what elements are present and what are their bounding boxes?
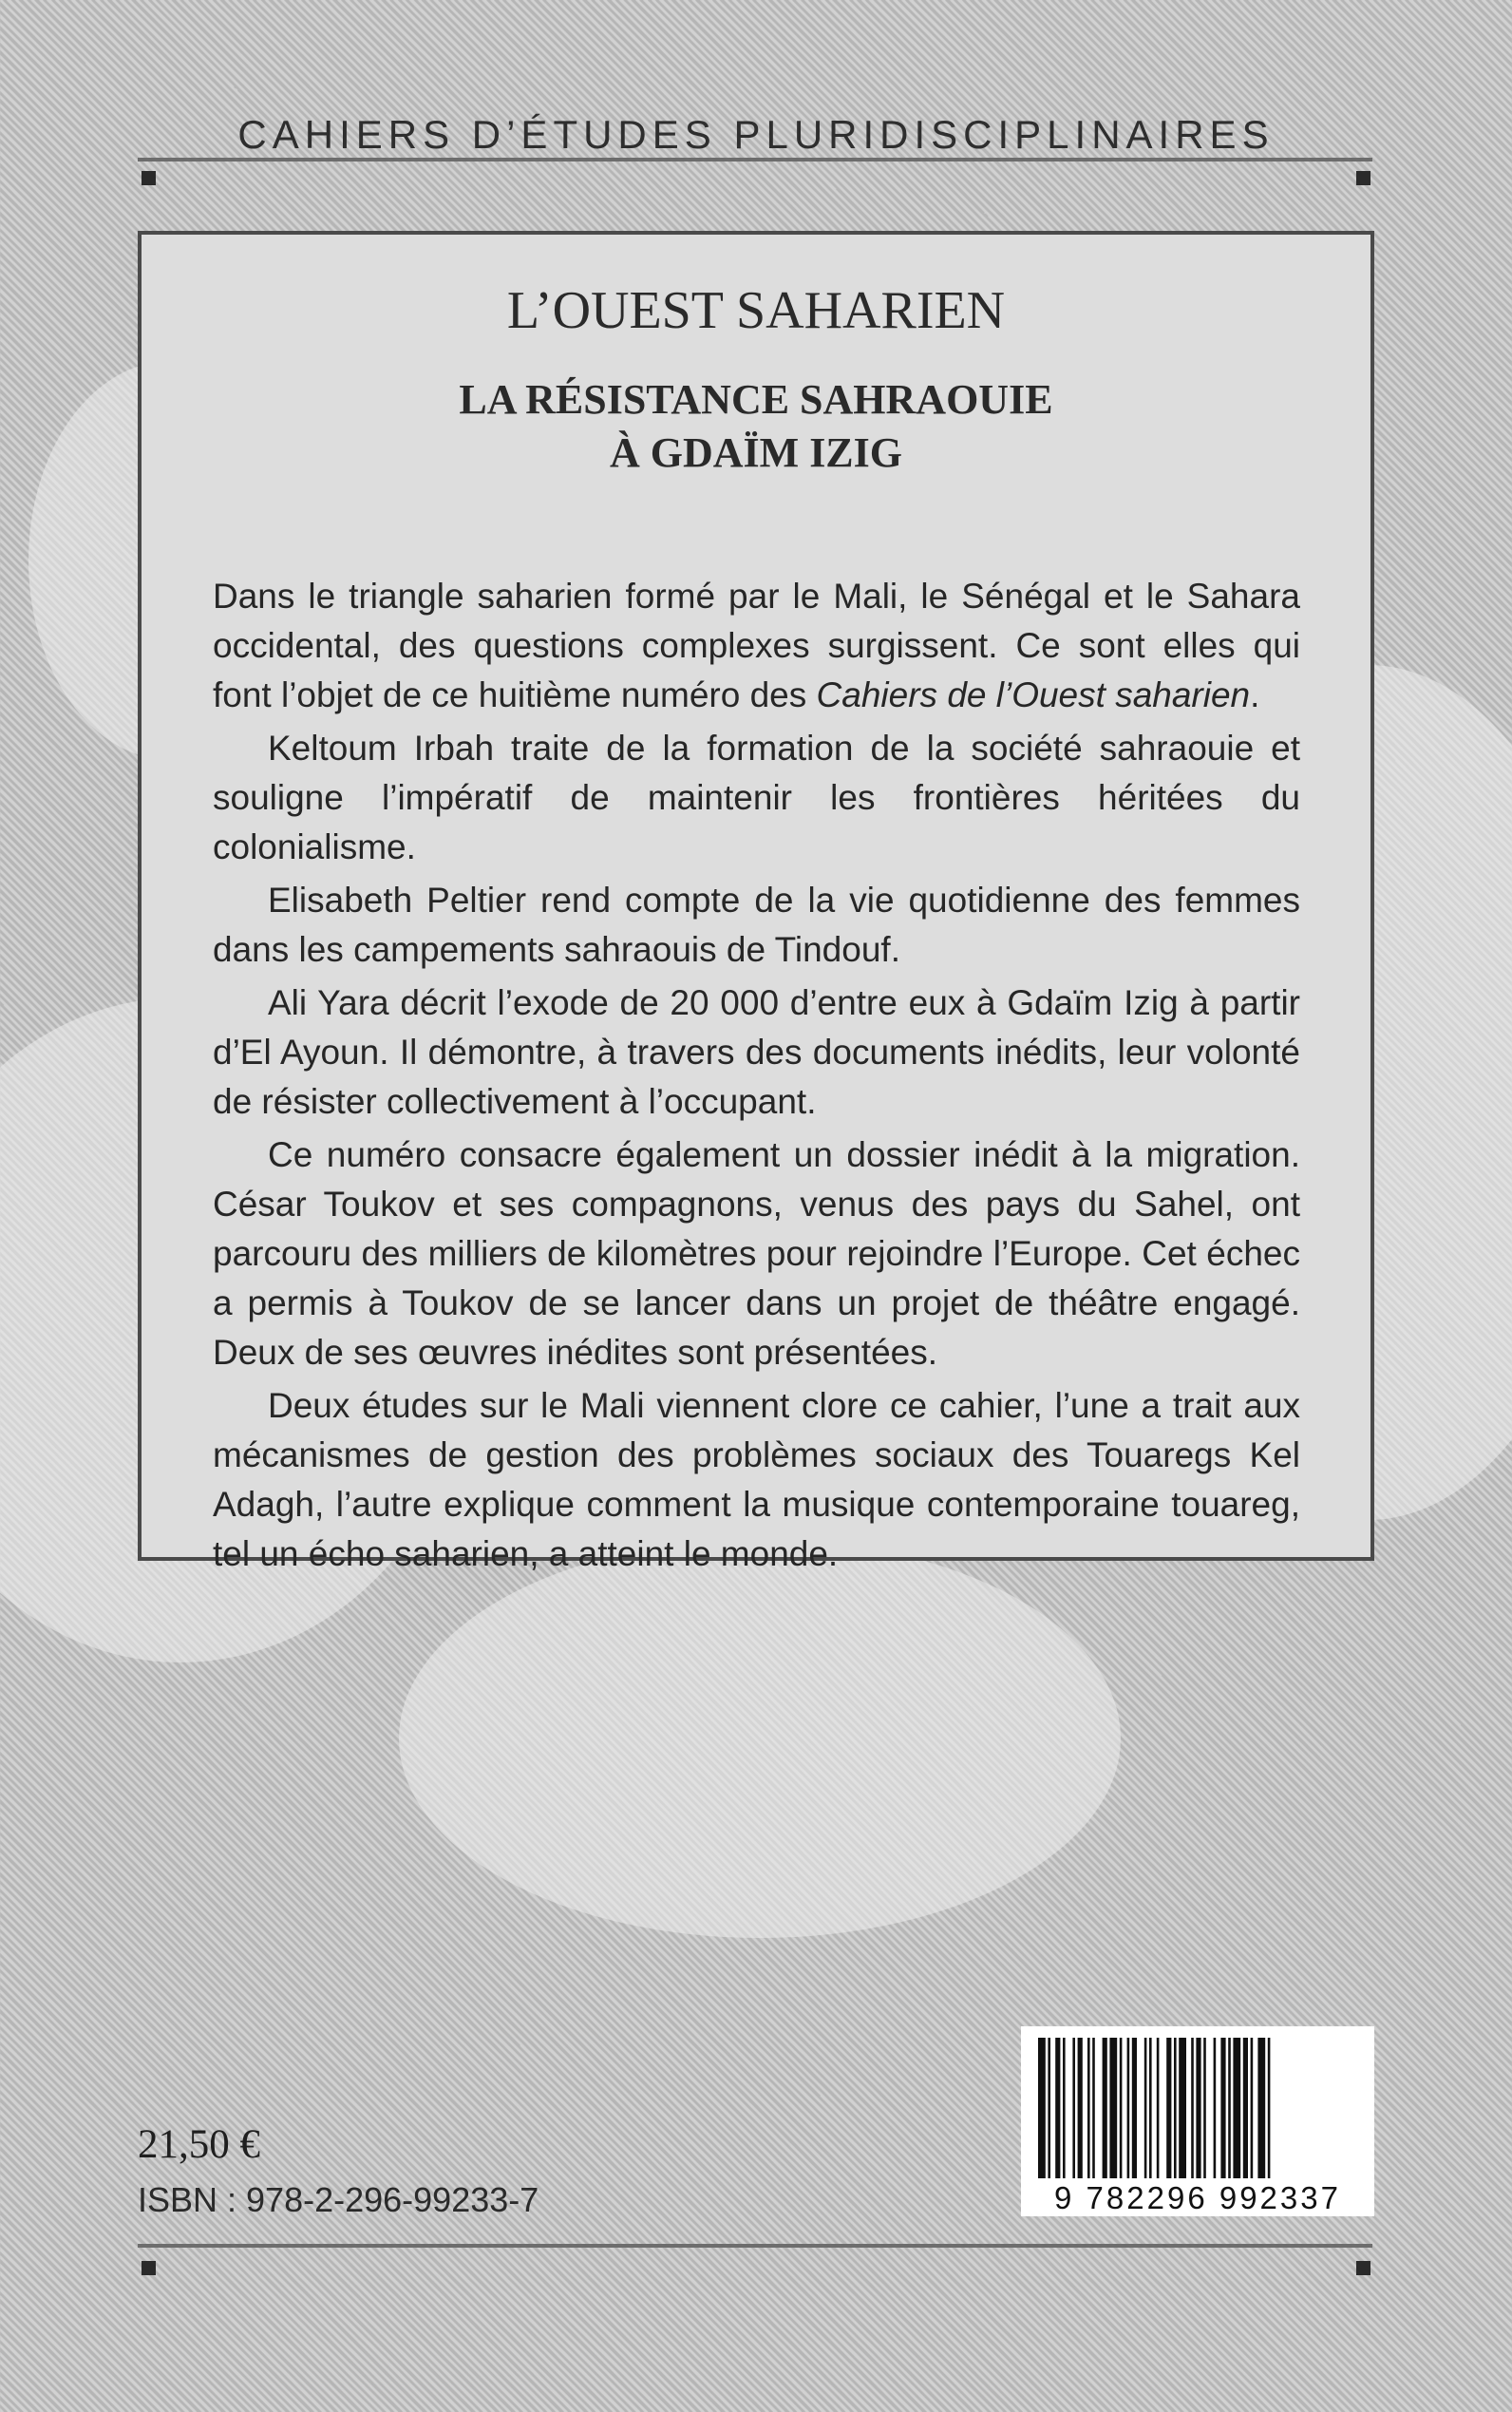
subtitle-line-1: LA RÉSISTANCE SAHRAOUIE (459, 376, 1053, 423)
barcode-bar (1144, 2038, 1147, 2178)
barcode-bar (1174, 2038, 1177, 2178)
book-title: L’OUEST SAHARIEN (506, 281, 1006, 340)
paragraph: Ali Yara décrit l’exode de 20 000 d’entre eux à Gdaïm Izig à partir d’El Ayoun. Il démontre, à travers des documents inédits, leur volonté de résister collectivement à l’occupant. (213, 983, 1300, 1121)
barcode-bar (1038, 2038, 1046, 2178)
barcode-bar (1196, 2038, 1200, 2178)
barcode-bar (1203, 2038, 1206, 2178)
subtitle-line-2: À GDAÏM IZIG (609, 429, 903, 476)
barcode-bar (1078, 2038, 1083, 2178)
barcode-bar (1191, 2038, 1194, 2178)
top-rule (138, 158, 1372, 161)
corner-square (142, 171, 156, 185)
barcode-bar (1257, 2038, 1265, 2178)
barcode-bar (1243, 2038, 1248, 2178)
series-title: CAHIERS D’ÉTUDES PLURIDISCIPLINAIRES (237, 112, 1275, 157)
barcode-bar (1214, 2038, 1217, 2178)
barcode-bar (1055, 2038, 1060, 2178)
paragraph: Elisabeth Peltier rend compte de la vie quotidienne des femmes dans les campements sahraouis de Tindouf. (213, 881, 1300, 969)
barcode-bar (1103, 2038, 1107, 2178)
barcode-bar (1228, 2038, 1231, 2178)
barcode-bar (1220, 2038, 1225, 2178)
corner-square (1356, 2261, 1370, 2275)
barcode-bar (1127, 2038, 1130, 2178)
corner-square (142, 2261, 156, 2275)
barcode-bar (1268, 2038, 1271, 2178)
barcode-number: 9 782296 992337 (1054, 2180, 1341, 2215)
barcode-bar (1251, 2038, 1254, 2178)
barcode-bar (1072, 2038, 1075, 2178)
barcode-bar (1179, 2038, 1186, 2178)
isbn: ISBN : 978-2-296-99233-7 (138, 2180, 539, 2219)
price: 21,50 € (138, 2122, 260, 2167)
journal-title: Cahiers de l’Ouest saharien (816, 675, 1251, 714)
paragraph: Deux études sur le Mali viennent clore ce cahier, l’une a trait aux mécanismes de gestion des problèmes sociaux des Touaregs Kel Adagh, l’autre explique comment la musique contemporaine touareg, tel un écho saharien, a atteint le monde. (213, 1386, 1300, 1573)
barcode-bar (1120, 2038, 1123, 2178)
barcode-bars (1036, 2038, 1359, 2178)
summary-panel (138, 231, 1374, 1573)
barcode-bar (1166, 2038, 1171, 2178)
barcode-bar (1048, 2038, 1050, 2178)
paragraph: Keltoum Irbah traite de la formation de la société sahraouie et souligne l’impératif de maintenir les frontières héritées du colonialisme. (213, 729, 1300, 866)
corner-square (1356, 171, 1370, 185)
bottom-rule (138, 2244, 1372, 2248)
barcode-bar (1092, 2038, 1095, 2178)
paragraph: Ce numéro consacre également un dossier inédit à la migration. César Toukov et ses compagnons, venus des pays du Sahel, ont parcouru des milliers de kilomètres pour rejoindre l’Europe. Cet échec a permis à Toukov de se lancer dans un projet de théâtre engagé. Deux de ses œuvres inédites sont présentées. (213, 1135, 1300, 1372)
barcode-bar (1132, 2038, 1137, 2178)
paragraph: Dans le triangle saharien formé par le Mali, le Sénégal et le Sahara occidental, des questions complexes surgissent. Ce sont elles qui font l’objet de ce huitième numéro des Cahiers de l’Ouest saharien. (213, 577, 1300, 714)
barcode (1021, 2026, 1374, 2216)
summary-text (213, 572, 1300, 1583)
book-subtitle (142, 373, 1370, 480)
background-shape (399, 1539, 1121, 1938)
barcode-bar (1149, 2038, 1152, 2178)
barcode-bar (1157, 2038, 1160, 2178)
barcode-bar (1087, 2038, 1090, 2178)
barcode-bar (1233, 2038, 1240, 2178)
barcode-bar (1063, 2038, 1066, 2178)
barcode-bar (1109, 2038, 1117, 2178)
